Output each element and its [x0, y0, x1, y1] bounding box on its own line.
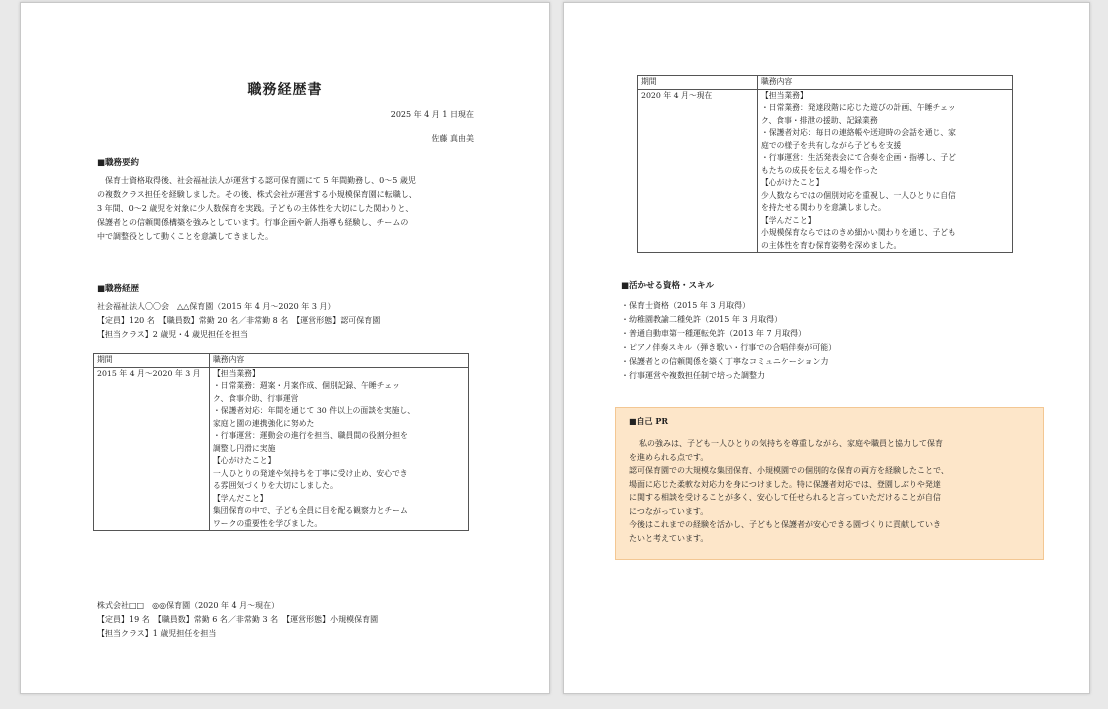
content-line: ・日常業務：発達段階に応じた遊びの計画、午睡チェッ	[761, 103, 956, 112]
content-line: 調整し円滑に実施	[213, 443, 276, 453]
employer2-line: 【定員】19 名 【職員数】常勤 6 名／非常勤 3 名 【運営形態】小規模保育園	[97, 615, 379, 624]
content-line: る雰囲気づくりを大切にしました。	[213, 481, 338, 490]
self-pr-line: 認可保育園での大規模な集団保育、小規模園での個別的な保育の両方を経験したことで、	[629, 466, 949, 475]
content-line: ・保護者対応：年間を通じて 30 件以上の面談を実施し、	[213, 406, 416, 415]
skills-heading: ■活かせる資格・スキル	[621, 281, 714, 291]
table-header-period: 期間	[638, 76, 758, 90]
self-pr-line: たいと考えています。	[629, 533, 709, 543]
skill-item: ・普通自動車第一種運転免許（2013 年 7 月取得）	[621, 329, 807, 338]
content-line: 【心がけたこと】	[213, 456, 276, 465]
skill-item: ・保育士資格（2015 年 3 月取得）	[621, 301, 751, 310]
skill-item: ・幼稚園教諭二種免許（2015 年 3 月取得）	[621, 315, 783, 324]
self-pr-line: を進められる点です。	[629, 452, 709, 462]
summary-line: 保護者との信頼関係構築を強みとしています。行事企画や新人指導も経験し、チームの	[97, 218, 409, 227]
employer1-line: 社会福祉法人〇〇会 △△保育園（2015 年 4 月～2020 年 3 月）	[97, 302, 336, 311]
content-line: 【学んだこと】	[213, 493, 268, 503]
self-pr-line: 今後はこれまでの経験を活かし、子どもと保護者が安心できる園づくりに貢献していき	[629, 520, 941, 529]
summary-line: の複数クラス担任を経験しました。その後、株式会社が運営する小規模保育園に転職し、	[97, 190, 417, 199]
content-line: ・保護者対応：毎日の連絡帳や送迎時の会話を通じ、家	[761, 128, 956, 137]
employer2-table	[637, 75, 1013, 253]
content-line: 一人ひとりの発達や気持ちを丁寧に受け止め、安心でき	[213, 468, 408, 478]
summary-line: 保育士資格取得後、社会福祉法人が運営する認可保育園にて 5 年間勤務し、0～5 歳児	[105, 176, 416, 185]
employer1-line: 【定員】120 名 【職員数】常勤 20 名／非常勤 8 名 【運営形態】認可保育園	[97, 316, 381, 325]
self-pr-body	[629, 437, 949, 545]
employer2-line: 株式会社□□ ◎◎保育園（2020 年 4 月～現在）	[97, 601, 280, 610]
content-line: もたちの成長を伝える場を作った	[761, 165, 878, 175]
self-pr-heading: ■自己 PR	[629, 416, 669, 426]
table-header-content: 職務内容	[758, 76, 1013, 90]
employer1-table	[93, 353, 469, 531]
content-line: 【心がけたこと】	[761, 178, 824, 187]
content-line: を持たせる関わりを意識しました。	[761, 203, 886, 212]
content-line: 少人数ならではの個別対応を重視し、一人ひとりに自信	[761, 190, 956, 200]
employer2-line: 【担当クラス】1 歳児担任を担当	[97, 629, 217, 638]
content-line: 庭での様子を共有しながら子どもを支援	[761, 140, 902, 150]
table-row	[638, 89, 1013, 253]
skill-item: ・ピアノ伴奏スキル（弾き歌い・行事での合唱伴奏が可能）	[621, 343, 837, 352]
self-pr-line: につながっています。	[629, 506, 709, 516]
table-cell-period: 2015 年 4 月～2020 年 3 月	[94, 367, 210, 531]
document-page-2	[563, 2, 1090, 694]
content-line: ワークの重要性を学びました。	[213, 518, 323, 528]
content-line: 【担当業務】	[213, 368, 260, 378]
content-line: 【学んだこと】	[761, 215, 816, 225]
table-header-content: 職務内容	[210, 354, 469, 368]
author-name: 佐藤 真由美	[431, 134, 474, 143]
content-line: ク、食事・排泄の援助、記録業務	[761, 115, 878, 125]
content-line: ・日常業務：週案・月案作成、個別記録、午睡チェッ	[213, 381, 400, 390]
employer2-info	[97, 599, 378, 641]
table-cell-content	[210, 367, 469, 531]
content-line: ・行事運営：運動会の進行を担当、職員間の役割分担を	[213, 431, 408, 440]
employer1-info	[97, 300, 380, 342]
content-line: の主体性を育む保育姿勢を深めました。	[761, 240, 902, 250]
self-pr-line: 場面に応じた柔軟な対応力を身につけました。特に保護者対応では、登園しぶりや発達	[629, 479, 941, 489]
table-header-period: 期間	[94, 354, 210, 368]
summary-paragraph	[97, 174, 497, 244]
table-cell-content	[758, 89, 1013, 253]
self-pr-box	[615, 407, 1044, 560]
table-cell-period: 2020 年 4 月～現在	[638, 89, 758, 253]
document-page-1	[20, 2, 550, 694]
skill-item: ・保護者との信頼関係を築く丁寧なコミュニケーション力	[621, 357, 829, 366]
content-line: ・行事運営：生活発表会にて合奏を企画・指導し、子ど	[761, 153, 956, 162]
table-row	[94, 367, 469, 531]
content-line: ク、食事介助、行事運営	[213, 393, 299, 403]
self-pr-line: に関する相談を受けることが多く、安心して任せられると言っていただけることが自信	[629, 493, 941, 502]
document-title: 職務経歴書	[247, 82, 323, 98]
history-heading: ■職務経歴	[97, 284, 140, 294]
self-pr-line: 私の強みは、子ども一人ひとりの気持ちを尊重しながら、家庭や職員と協力して保育	[639, 439, 943, 448]
document-date: 2025 年 4 月 1 日現在	[390, 110, 474, 119]
content-line: 【担当業務】	[761, 90, 808, 100]
content-line: 小規模保育ならではのきめ細かい関わりを通じ、子ども	[761, 228, 956, 237]
summary-line: 中で調整役として動くことを意識してきました。	[97, 232, 273, 241]
content-line: 集団保育の中で、子ども全員に目を配る観察力とチーム	[213, 506, 408, 515]
summary-line: 3 年間、0～2 歳児を対象に少人数保育を実践。子どもの主体性を大切にした関わりと、	[97, 204, 414, 213]
summary-heading: ■職務要約	[97, 158, 140, 168]
employer1-line: 【担当クラス】2 歳児・4 歳児担任を担当	[97, 330, 249, 339]
skill-item: ・行事運営や複数担任制で培った調整力	[621, 371, 765, 380]
content-line: 家庭と園の連携強化に努めた	[213, 418, 315, 428]
skills-list	[621, 299, 836, 383]
